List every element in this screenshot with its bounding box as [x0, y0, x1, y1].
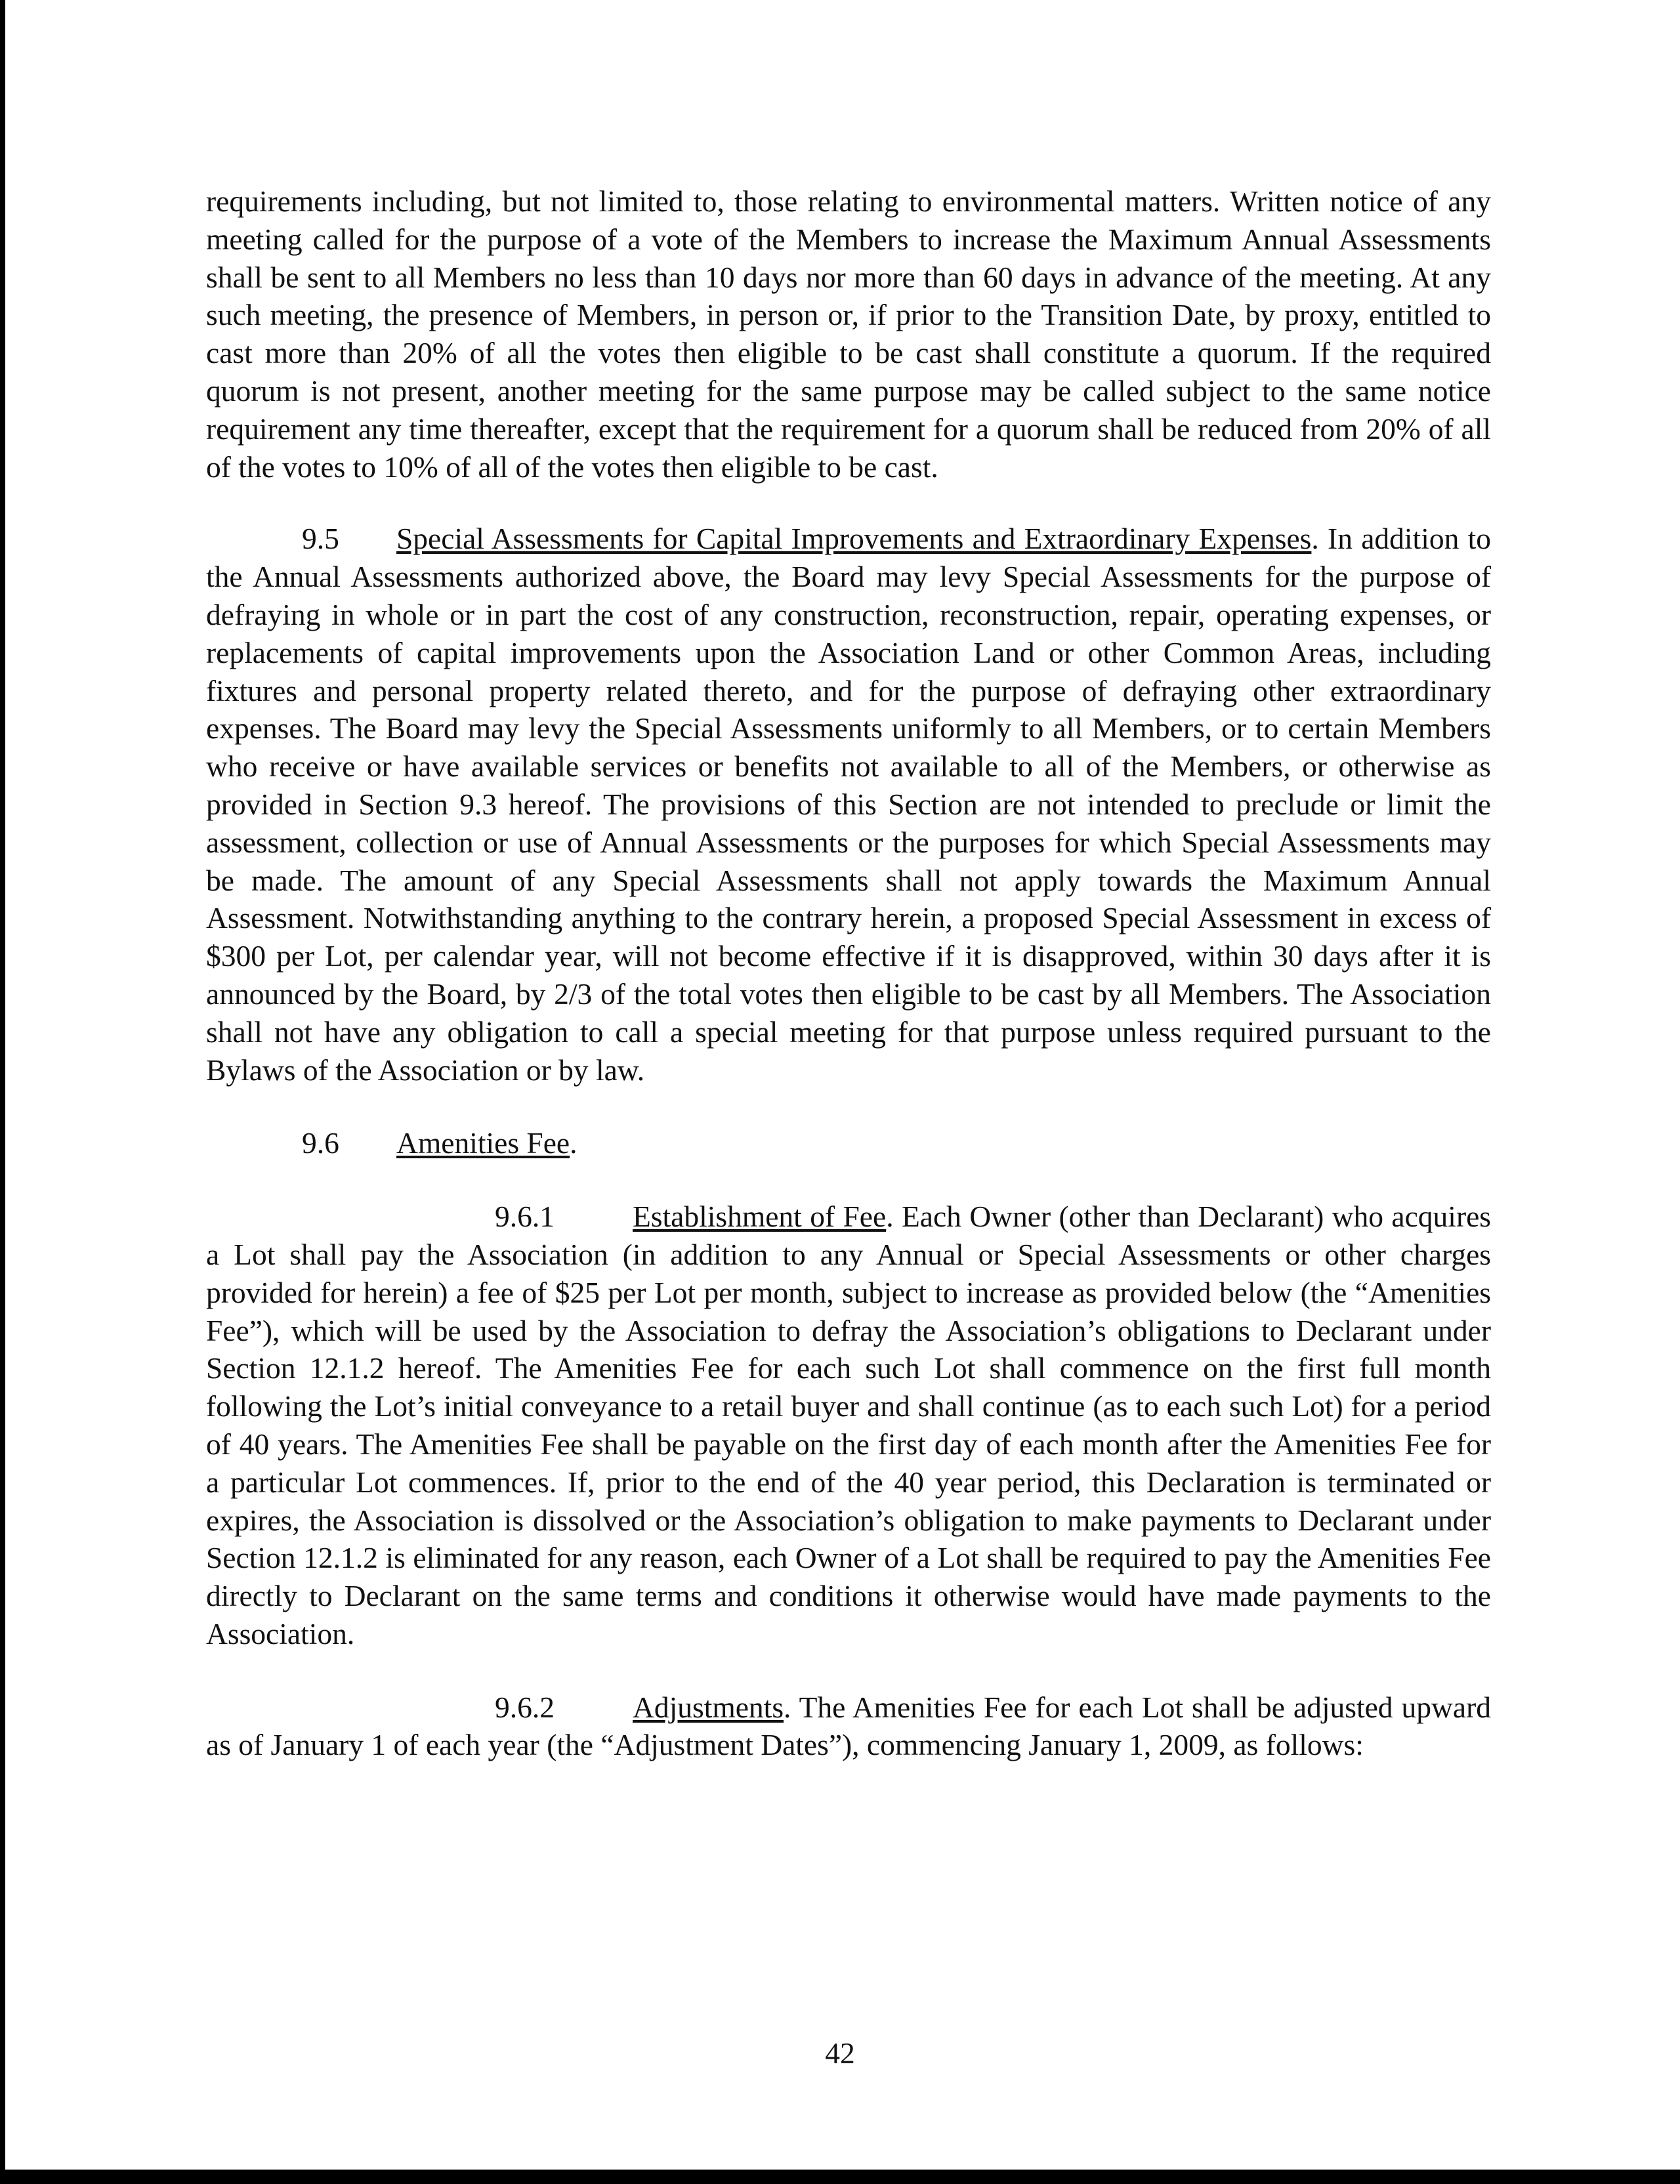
document-body	[206, 182, 1491, 1764]
section-body: In addition to the Annual Assessments authorized above, the Board may levy Special Assessments for the purpose of defraying in whole or in part the cost of any construction, reconstruction, repair, operating expenses, or replacements of capital improvements upon the Association Land or other Common Areas, including fixtures and personal property related thereto, and for the purpose of defraying other extraordinary expenses. The Board may levy the Special Assessments uniformly to all Members, or to certain Members who receive or have available services or benefits not available to all of the Members, or otherwise as provided in Section 9.3 hereof. The provisions of this Section are not intended to preclude or limit the assessment, collection or use of Annual Assessments or the purposes for which Special Assessments may be made. The amount of any Special Assessments shall not apply towards the Maximum Annual Assessment. Notwithstanding anything to the contrary herein, a proposed Special Assessment in excess of $300 per Lot, per calendar year, will not become effective if it is disapproved, within 30 days after it is announced by the Board, by 2/3 of the total votes then eligible to be cast by all Members. The Association shall not have any obligation to call a special meeting for that purpose unless required pursuant to the Bylaws of the Association or by law.	[206, 522, 1492, 1087]
subsection-body: Each Owner (other than Declarant) who acquires a Lot shall pay the Association (in addition to any Annual or Special Assessments or other charges provided for herein) a fee of $25 per Lot per month, subject to increase as provided below (the “Amenities Fee”), which will be used by the Association to defray the Association’s obligations to Declarant under Section 12.1.2 hereof. The Amenities Fee for each such Lot shall commence on the first full month following the Lot’s initial conveyance to a retail buyer and shall continue (as to each such Lot) for a period of 40 years. The Amenities Fee shall be payable on the first day of each month after the Amenities Fee for a particular Lot commences. If, prior to the end of the 40 year period, this Declaration is terminated or expires, the Association is dissolved or the Association’s obligation to make payments to Declarant under Section 12.1.2 is eliminated for any reason, each Owner of a Lot shall be required to pay the Amenities Fee directly to Declarant on the same terms and conditions it otherwise would have made payments to the Association.	[206, 1200, 1492, 1650]
section-heading: Amenities Fee	[396, 1126, 570, 1160]
section-number: 9.6	[302, 1126, 339, 1160]
section-heading: Special Assessments for Capital Improvements and Extraordinary Expenses	[396, 522, 1312, 556]
subsection-heading-period: .	[886, 1200, 894, 1234]
section-9-5	[206, 520, 1491, 1089]
page-number: 42	[825, 2036, 855, 2070]
subsection-heading-period: .	[784, 1690, 791, 1724]
section-heading-period: .	[570, 1126, 578, 1160]
subsection-body: The Amenities Fee for each Lot shall be adjusted upward as of January 1 of each year (the “Adjustment Dates”), commencing January 1, 2009, as follows:	[206, 1690, 1491, 1762]
paragraph-continuation	[206, 182, 1491, 486]
section-number: 9.5	[302, 522, 339, 556]
section-9-6-1	[206, 1198, 1491, 1653]
section-heading-period: .	[1311, 522, 1319, 556]
paragraph-text: requirements including, but not limited to, those relating to environmental matters. Written notice of any meeting called for the purpose of a vote of the Members to increase the Maximum Annual Assessments shall be sent to all Members no less than 10 days nor more than 60 days in advance of the meeting. At any such meeting, the presence of Members, in person or, if prior to the Transition Date, by proxy, entitled to cast more than 20% of all the votes then eligible to be cast shall constitute a quorum. If the required quorum is not present, another meeting for the same purpose may be called subject to the same notice requirement any time thereafter, except that the requirement for a quorum shall be reduced from 20% of all of the votes to 10% of all of the votes then eligible to be cast.	[206, 184, 1491, 484]
subsection-heading: Adjustments	[633, 1690, 784, 1724]
scan-border-bottom	[0, 2170, 1680, 2184]
section-9-6-2	[206, 1689, 1491, 1765]
section-9-6	[206, 1124, 1491, 1162]
scan-border-left	[0, 0, 5, 2184]
subsection-number: 9.6.2	[495, 1690, 555, 1724]
subsection-number: 9.6.1	[495, 1200, 555, 1234]
subsection-heading: Establishment of Fee	[633, 1200, 887, 1234]
